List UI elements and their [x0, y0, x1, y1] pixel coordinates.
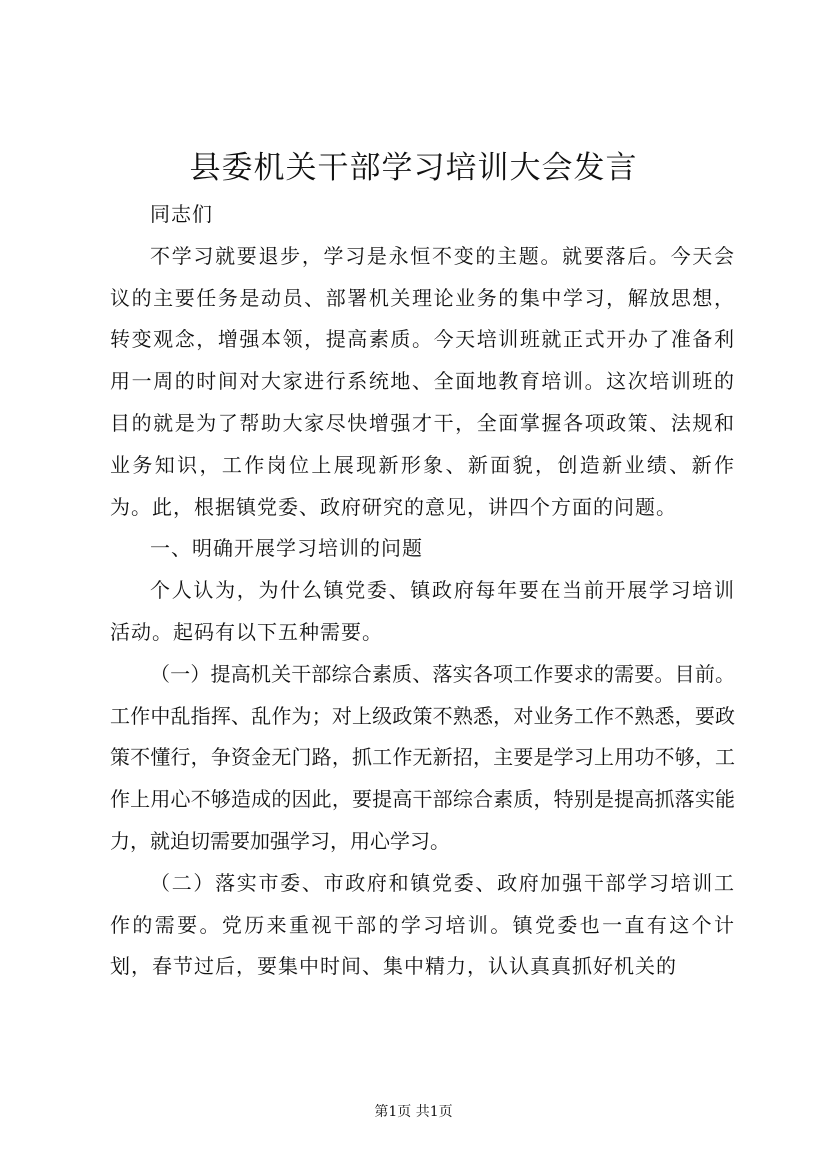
salutation-paragraph: 同志们 — [150, 202, 213, 226]
intro-paragraph: 不学习就要退步，学习是永恒不变的主题。就要落后。今天会议的主要任务是动员、部署机关理论业务的集中学习，解放思想，转变观念，增强本领，提高素质。今天培训班就正式开办了准备利用一周的时间对大家进行系统地、全面地教育培训。这次培训班的目的就是为了帮助大家尽快增强才干，全面掌握各项政策、法规和业务知识，工作岗位上展现新形象、新面貌，创造新业绩、新作为。此，根据镇党委、政府研究的意见，讲四个方面的问题。 — [110, 243, 735, 519]
section-heading: 一、明确开展学习培训的问题 — [150, 536, 423, 561]
body-paragraph: （二）落实市委、市政府和镇党委、政府加强干部学习培训工作的需要。党历来重视干部的学习培训。镇党委也一直有这个计划，春节过后，要集中时间、集中精力，认认真真抓好机关的 — [110, 870, 735, 979]
body-paragraph: （一）提高机关干部综合素质、落实各项工作要求的需要。目前。工作中乱指挥、乱作为；对上级政策不熟悉，对业务工作不熟悉，要政策不懂行，争资金无门路，抓工作无新招，主要是学习上用功不够，工作上用心不够造成的因此，要提高干部综合素质，特别是提高抓落实能力，就迫切需要加强学习，用心学习。 — [110, 661, 735, 853]
document-body — [110, 194, 735, 988]
body-paragraph: 个人认为，为什么镇党委、镇政府每年要在当前开展学习培训活动。起码有以下五种需要。 — [110, 578, 735, 644]
page-number-footer: 第1页 共1页 — [374, 1104, 453, 1120]
document-title: 县委机关干部学习培训大会发言 — [189, 150, 638, 186]
